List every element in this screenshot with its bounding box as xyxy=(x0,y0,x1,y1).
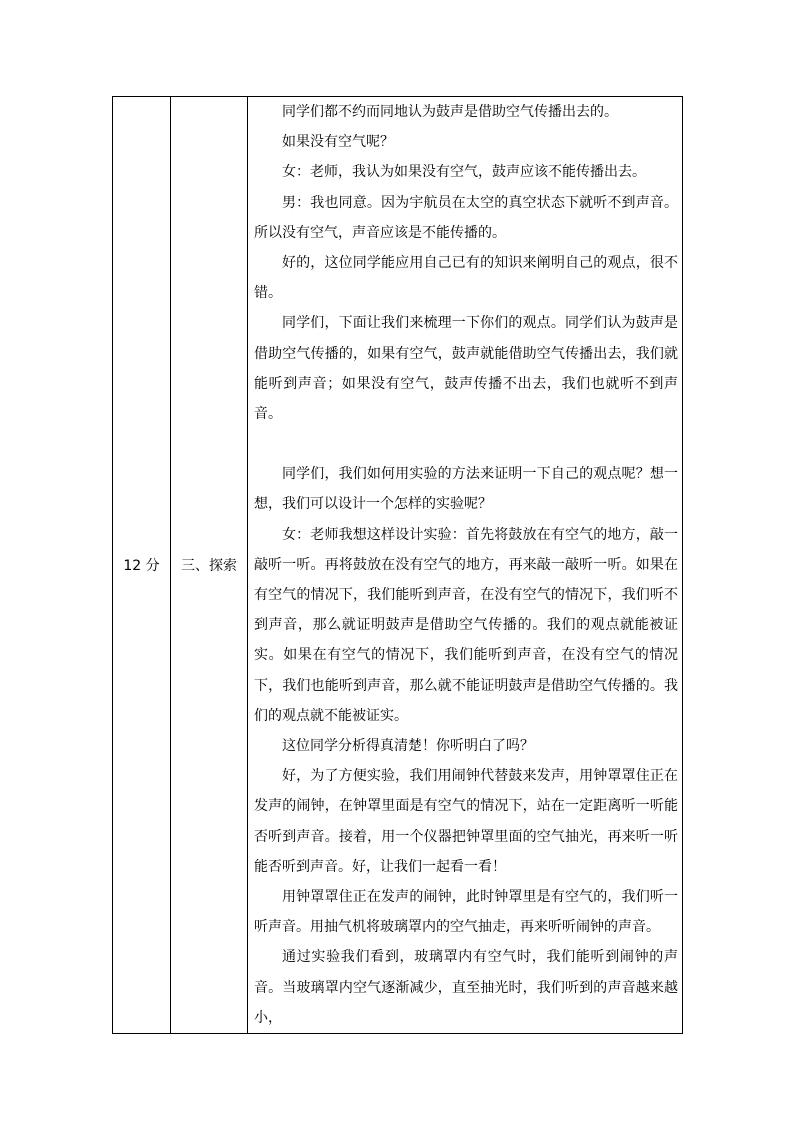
paragraph: 好的，这位同学能应用自己已有的知识来阐明自己的观点，很不错。 xyxy=(254,255,678,302)
stage-cell: 三、探索 xyxy=(171,97,248,1034)
paragraph: 如果没有空气呢？ xyxy=(282,134,394,151)
paragraph: 好，为了方便实验，我们用闹钟代替鼓来发声，用钟罩罩住正在发声的闹钟，在钟罩里面是有空气的情况下，站在一定距离听一听能否听到声音。接着，用一个仪器把钟罩里面的空气抽光，再来听一听能否听到声音。好，让我们一起看一看！ xyxy=(254,768,678,875)
paragraph: 同学们都不约而同地认为鼓声是借助空气传播出去的。 xyxy=(282,104,618,120)
paragraph: 这位同学分析得真清楚！你听明白了吗？ xyxy=(282,738,534,755)
paragraph: 同学们，我们如何用实验的方法来证明一下自己的观点呢？想一想，我们可以设计一个怎样的实验呢？ xyxy=(254,466,678,513)
paragraph: 男：我也同意。因为宇航员在太空的真空状态下就听不到声音。所以没有空气，声音应该是不能传播的。 xyxy=(254,194,678,241)
paragraph: 女：老师，我认为如果没有空气，鼓声应该不能传播出去。 xyxy=(282,164,646,181)
paragraph: 通过实验我们看到，玻璃罩内有空气时，我们能听到闹钟的声音。当玻璃罩内空气逐渐减少，直至抽光时，我们听到的声音越来越小， xyxy=(254,949,678,1026)
paragraph: 同学们，下面让我们来梳理一下你们的观点。同学们认为鼓声是借助空气传播的，如果有空气，鼓声就能借助空气传播出去，我们就能听到声音；如果没有空气，鼓声传播不出去，我们也就听不到声音。 xyxy=(254,315,678,423)
table-row xyxy=(113,97,683,1034)
blank-line xyxy=(254,429,678,459)
time-cell: 12 分 xyxy=(113,97,171,1034)
paragraph: 女：老师我想这样设计实验：首先将鼓放在有空气的地方，敲一敲听一听。再将鼓放在没有空气的地方，再来敲一敲听一听。如果在有空气的情况下，我们能听到声音，在没有空气的情况下，我们听不到声音，那么就证明鼓声是借助空气传播的。我们的观点就能被证实。如果在有空气的情况下，我们能听到声音，在没有空气的情况下，我们也能听到声音，那么就不能证明鼓声是借助空气传播的。我们的观点就不能被证实。 xyxy=(254,526,678,724)
content-cell xyxy=(248,97,683,1034)
lesson-plan-table xyxy=(112,96,683,1034)
paragraph: 用钟罩罩住正在发声的闹钟，此时钟罩里是有空气的，我们听一听声音。用抽气机将玻璃罩内的空气抽走，再来听听闹钟的声音。 xyxy=(254,889,678,936)
